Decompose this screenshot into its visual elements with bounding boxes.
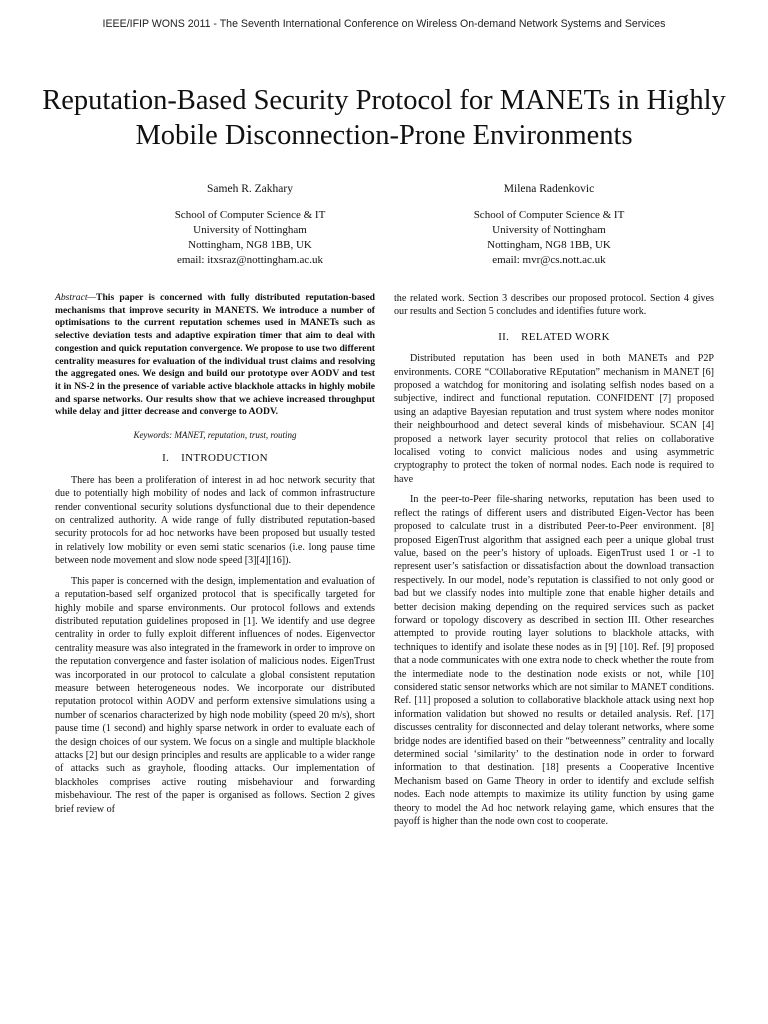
body-paragraph: This paper is concerned with the design, implementation and evaluation of a reputation-based self organized protocol that is specifically targeted for highly mobile and sparse environments. Our protocol follows and extends distributed reputation guidelines proposed in [1]. We identify and use degree centrality in order to fully exploit different influences of nodes. Eigenvector centrality measure was also integrated in the framework in order to improve on the reputation convergence and faster isolation of malicious nodes. EigenTrust was incorporated in our protocol to calculate a global consistent reputation measure between heterogeneous nodes. We incorporate our distributed reputation protocol within AODV and perform extensive simulations using a number of scenarios characterized by high node mobility (speed 20 m/s), short pause time (1 second) and highly sparse network in order to evaluate each of the design choices of our system. We focus on a single and multiple blackhole attacks [2] but our design principles and results are applicable to a wider range of attacks such as grayhole, flooding attacks. Our implementation of blackholes comprises active routing misbehaviour and forwarding misbehaviour. The rest of the paper is organised as follows. Section 2 gives brief review of	[55, 575, 375, 815]
author-name: Milena Radenkovic	[503, 183, 595, 195]
keywords-text: MANET, reputation, trust, routing	[174, 430, 297, 441]
author-location: Nottingham, NG8 1BB, UK	[188, 239, 312, 251]
author-location: Nottingham, NG8 1BB, UK	[487, 239, 611, 251]
body-paragraph: Distributed reputation has been used in both MANETs and P2P environments. CORE “COllaborative REputation” mechanism in MANET [6] proposed a watchdog for monitoring and isolating selfish nodes based on a subjective, indirect and functional reputation. CONFIDENT [7] proposed using an adaptive Bayesian reputation and trust system where nodes monitor their neighbourhood and detect several kinds of misbehaviour. SCAN [4] proposed a network layer security protocol that relies on collaborative localised voting to convict malicious nodes and using asymmetric cryptography to protect the token of normal nodes. Each node is required to have	[394, 353, 714, 485]
author-email: email: mvr@cs.nott.ac.uk	[492, 254, 606, 266]
keywords	[55, 429, 375, 442]
author-university: University of Nottingham	[492, 224, 606, 236]
author-email: email: itxsraz@nottingham.ac.uk	[176, 254, 324, 266]
section-heading-related-work	[394, 331, 714, 344]
author-university: University of Nottingham	[193, 224, 307, 236]
section-title: RELATED WORK	[521, 330, 610, 343]
body-paragraph-continued: the related work. Section 3 describes our proposed protocol. Section 4 gives our results and Section 5 concludes and identifies future work.	[394, 293, 714, 318]
section-number: I.	[162, 452, 170, 465]
abstract-text: This paper is concerned with fully distributed reputation-based mechanisms that improve security in MANETS. We introduce a number of optimisations to the current reputation schemes used in MANETs such as selective deviation tests and adaptive expiration timer that aim to deal with congestion and quick reputation convergence. We propose to use two different centrality measures for evaluation of the individual trust claims and resolving the aggregated ones. We design and build our prototype over AODV and test it in NS-2 in the presence of variable active blackhole attacks in highly mobile and sparse networks. Our results show that we achieve increased throughput while delay and jitter decrease and converge to AODV.	[55, 292, 375, 418]
left-column	[55, 292, 375, 816]
section-number: II.	[498, 330, 510, 343]
conference-header: IEEE/IFIP WONS 2011 - The Seventh International Conference on Wireless On-demand Network Systems and Services	[102, 18, 666, 30]
author-block-1	[125, 182, 375, 268]
body-paragraph: There has been a proliferation of interest in ad hoc network security that due to potentially high mobility of nodes and lack of common infrastructure render conventional security solutions dysfunctional due to their dependence on centralized authority. A wide range of fully distributed reputation-based security protocols for ad hoc networks have been proposed but usually tested in relatively low mobility or even semi static scenarios (i.e. long pause time between node movement and slow node speed [3][4][16]).	[55, 474, 375, 567]
abstract-label: Abstract—	[55, 292, 97, 303]
author-affiliation: School of Computer Science & IT	[174, 209, 326, 221]
section-title: INTRODUCTION	[181, 452, 268, 465]
abstract	[55, 292, 375, 419]
right-column	[394, 292, 714, 828]
author-affiliation: School of Computer Science & IT	[473, 209, 625, 221]
body-paragraph: In the peer-to-Peer file-sharing networks, reputation has been used to reflect the ratings of different users and distributed Eigen-Vector has been proposed to calculate trust in a distributed Peer-to-Peer environment. [8] proposed EigenTrust algorithm that assigned each peer a unique global trust value, based on the peer’s history of uploads. EigenTrust used 1 or -1 to represent user’s satisfaction or dissatisfaction about the download transaction respectively. In our model, node’s reputation is classified to not only good or bad but we classify nodes into multiple zone that enable higher details and better decision making depending on the required services such as packet forward or topology discovery as described in section III. Other researches attempted to provide routing layer solutions to blackhole attacks, with techniques to identify and isolate these nodes as in [9] [10]. Ref. [9] proposed that a node communicates with one extra node to check whether the route from the intermediate node to the destination node exists or not, while [10] considered static sensor networks which are not similar to MANET conditions. Ref. [11] proposed a solution to collaborative blackhole attack using next hop information validation but showed no results or detailed analysis. Ref. [17] discusses centrality for disconnected and delay tolerant networks, where some bridge nodes are identified based on their “betweenness” centrality and locally determined social ‘similarity’ to the destination node in order to forward information to that destination. [18] presents a Cooperative Incentive Mechanism based on Game Theory in order to identify and exclude selfish nodes. Each node attempts to maximize its utility function by using game theory to model the Ad hoc network relaying game, which ensures that the payoff is higher than the node own cost to cooperate.	[394, 494, 714, 828]
keywords-label: Keywords:	[133, 430, 173, 441]
author-name: Sameh R. Zakhary	[207, 183, 293, 195]
section-heading-introduction	[55, 452, 375, 465]
paper-title: Reputation-Based Security Protocol for MANETs in Highly Mobile Disconnection-Prone Environments	[42, 85, 726, 151]
author-block-2	[424, 182, 674, 268]
